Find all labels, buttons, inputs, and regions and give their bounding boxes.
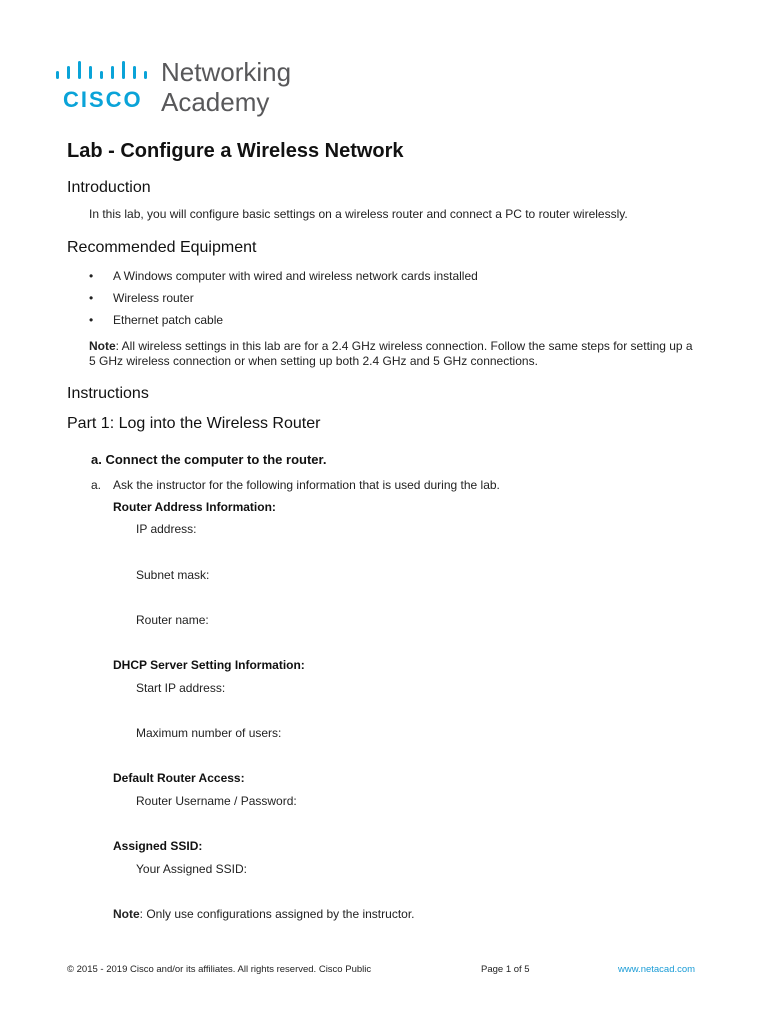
max-users-field: Maximum number of users:	[136, 726, 282, 740]
note-text: : All wireless settings in this lab are for a 2.4 GHz wireless connection. Follow the same steps for setting up a 5 GHz wireless connection or when setting up both 2.4 GHz and 5 GHz connections.	[89, 339, 693, 368]
bullet-marker: •	[89, 269, 94, 283]
note-text: : Only use configurations assigned by the instructor.	[139, 907, 415, 921]
note-label: Note	[113, 907, 140, 921]
cisco-logo-text: CISCO	[63, 87, 143, 112]
step-text: Ask the instructor for the following information that is used during the lab.	[113, 478, 500, 492]
footer-website-link[interactable]: www.netacad.com	[618, 964, 696, 975]
start-ip-field: Start IP address:	[136, 681, 226, 695]
note-label: Note	[89, 339, 116, 353]
equipment-note	[89, 339, 699, 369]
list-item: A Windows computer with wired and wireless network cards installed	[113, 269, 478, 283]
assigned-ssid-label: Assigned SSID:	[113, 839, 203, 853]
ssid-field: Your Assigned SSID:	[136, 862, 247, 876]
router-address-label: Router Address Information:	[113, 500, 276, 514]
instructor-note	[113, 907, 415, 922]
router-name-field: Router name:	[136, 613, 209, 627]
ip-address-field: IP address:	[136, 522, 197, 536]
cisco-bars-icon	[56, 61, 148, 85]
router-access-label: Default Router Access:	[113, 771, 245, 785]
step-marker: a.	[91, 478, 102, 492]
dhcp-label: DHCP Server Setting Information:	[113, 658, 305, 672]
page-title: Lab - Configure a Wireless Network	[67, 140, 404, 162]
step-heading: a. Connect the computer to the router.	[91, 452, 327, 467]
subnet-mask-field: Subnet mask:	[136, 568, 210, 582]
introduction-text: In this lab, you will configure basic settings on a wireless router and connect a PC to router wirelessly.	[89, 207, 628, 221]
list-item: Ethernet patch cable	[113, 313, 224, 327]
list-item: Wireless router	[113, 291, 194, 305]
footer-page-number: Page 1 of 5	[481, 964, 530, 975]
footer-copyright: © 2015 - 2019 Cisco and/or its affiliates. All rights reserved. Cisco Public	[67, 964, 372, 975]
instructions-heading: Instructions	[67, 385, 149, 402]
introduction-heading: Introduction	[67, 179, 151, 196]
equipment-heading: Recommended Equipment	[67, 239, 257, 256]
username-password-field: Router Username / Password:	[136, 794, 297, 808]
bullet-marker: •	[89, 313, 94, 327]
bullet-marker: •	[89, 291, 94, 305]
logo-academy: Academy	[161, 87, 270, 117]
logo-networking: Networking	[161, 57, 292, 87]
part1-heading: Part 1: Log into the Wireless Router	[67, 415, 321, 432]
